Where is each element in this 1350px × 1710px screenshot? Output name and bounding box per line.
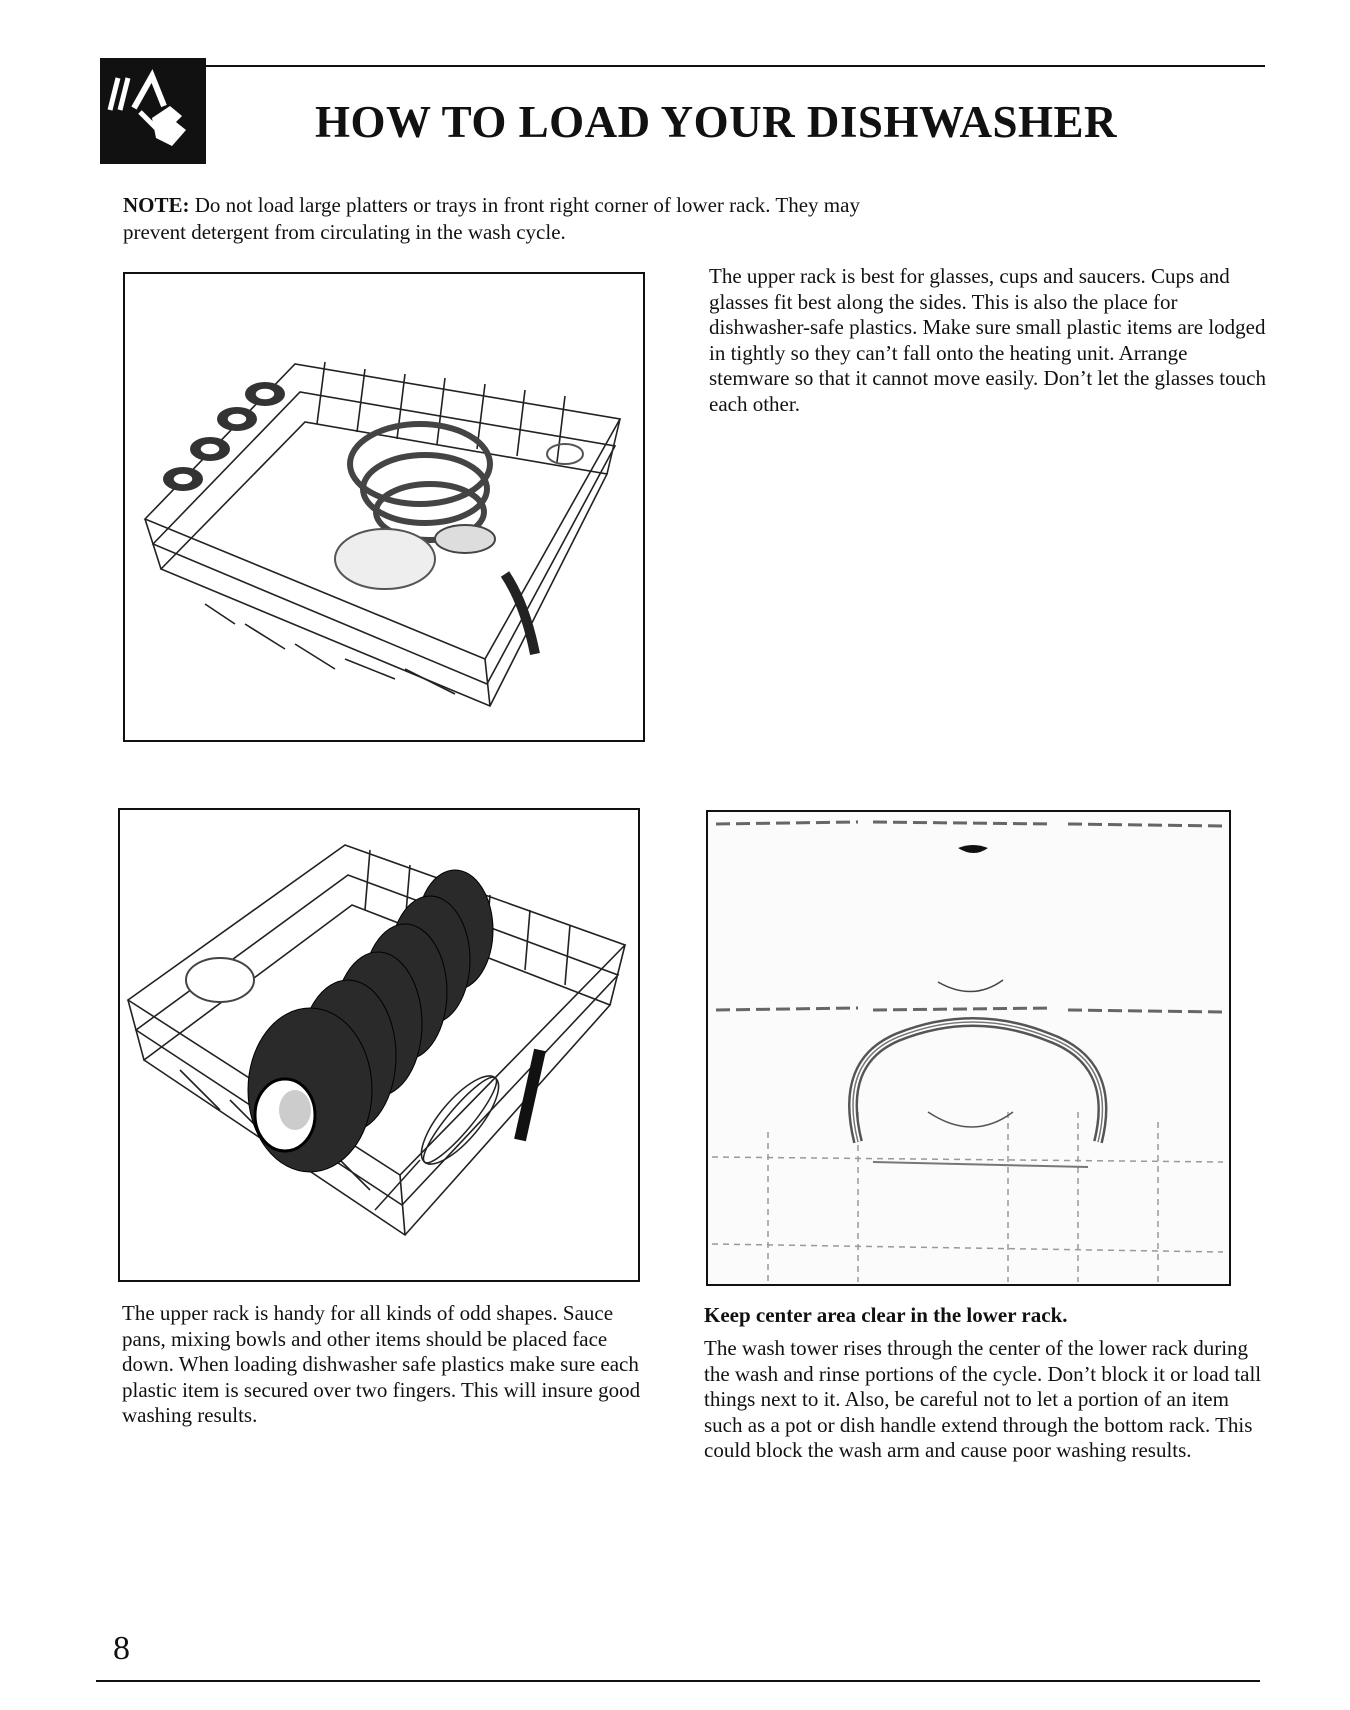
- hand-pointer-logo-icon: [100, 58, 206, 164]
- upper-rack-glasses-illustration: [123, 272, 645, 742]
- lower-rack-wash-tower-illustration: [706, 810, 1231, 1286]
- bottom-rule: [96, 1680, 1260, 1682]
- upper-rack-odd-shapes-illustration: [118, 808, 640, 1282]
- note-text: Do not load large platters or trays in front right corner of lower rack. They may prevent detergent from circulating in the wash cycle.: [123, 193, 860, 244]
- page-title: HOW TO LOAD YOUR DISHWASHER: [315, 97, 1118, 147]
- page-number: 8: [113, 1630, 130, 1667]
- top-rule: [100, 65, 1265, 67]
- center-area-heading: Keep center area clear in the lower rack.: [704, 1303, 1068, 1327]
- upper-rack-paragraph: The upper rack is best for glasses, cups and saucers. Cups and glasses fit best along the sides. This is also the place for dishwasher-safe plastics. Make sure small plastic items are lodged in tightly so they can’t fall onto the heating unit. Arrange stemware so that it cannot move easily. Don’t let the glasses touch each other.: [709, 264, 1266, 416]
- center-area-paragraph: The wash tower rises through the center of the lower rack during the wash and rinse portions of the cycle. Don’t block it or load tall things next to it. Also, be careful not to let a portion of an item such as a pot or dish handle extend through the bottom rack. This could block the wash arm and cause poor washing results.: [704, 1336, 1262, 1462]
- note-label: NOTE:: [123, 193, 190, 217]
- note-paragraph: [123, 192, 883, 246]
- odd-shapes-paragraph: The upper rack is handy for all kinds of odd shapes. Sauce pans, mixing bowls and other items should be placed face down. When loading dishwasher safe plastics make sure each plastic item is secured over two fingers. This will insure good washing results.: [122, 1301, 641, 1427]
